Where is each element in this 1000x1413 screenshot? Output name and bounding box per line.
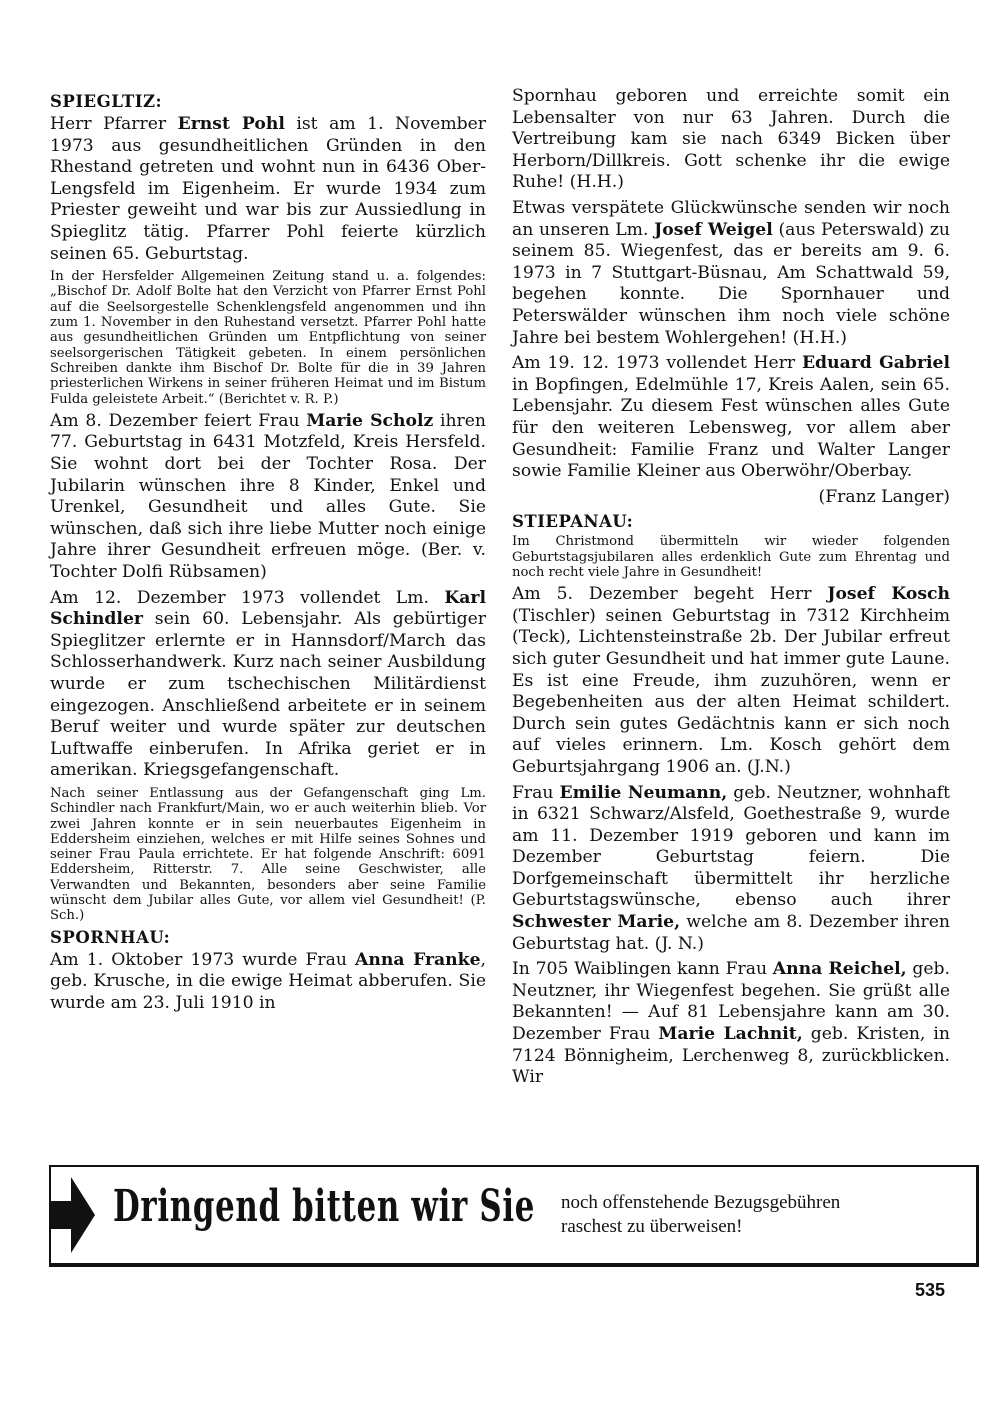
paragraph-text: ist am 1. November 1973 aus gesundheitlichen Gründen in den Rhestand getreten und wohnt nun in 6436 Ober-Lengsfeld im Eigenheim. Er wurde 1934 zum Priester geweiht und war bis zur Aussiedlung in Spieglitz tätig. Pfarrer Pohl feierte kürzlich seinen 65. Geburtstag. [50, 114, 487, 264]
banner-subtext [561, 1191, 840, 1239]
paragraph-text: Am 1. Oktober 1973 wurde Frau [50, 949, 356, 970]
article-paragraph [512, 959, 950, 1089]
author-signature: (Franz Langer) [818, 486, 950, 507]
paragraph-text: Spornhau geboren und erreichte somit ein Lebensalter von nur 63 Jahren. Durch die Vertreibung kam sie nach 6349 Bicken über Herborn/Dillkreis. Gott schenke ihr die ewige Ruhe! (H.H.) [512, 86, 950, 193]
paragraph-text: Am 8. Dezember feiert Frau [50, 410, 307, 431]
paragraph-text: in Bopfingen, Edelmühle 17, Kreis Aalen, sein 65. Lebensjahr. Zu diesem Fest wünschen alles Gute für den weiteren Lebensweg, vor allem aber Gesundheit: Familie Franz und Walter Langer sowie Familie Kleiner aus Oberwöhr/Oberbay. [512, 374, 950, 482]
article-paragraph [512, 198, 950, 349]
person-name: Marie Scholz [306, 410, 434, 431]
paragraph-text: Am 19. 12. 1973 vollendet Herr [512, 353, 802, 374]
payment-reminder-banner [49, 1165, 979, 1267]
right-column [512, 86, 950, 1093]
paragraph-text: Am 5. Dezember begeht Herr [512, 584, 828, 605]
article-paragraph [512, 584, 950, 778]
paragraph-text: geb. Neutzner, wohnhaft in 6321 Schwarz/Alsfeld, Goethestraße 9, wurde am 11. Dezember 1919 geboren und kann im Dezember Geburtstag feiern. Die Dorfgemeinschaft übermittelt ihr herzliche Geburtstagswünsche, ebenso auch ihrer [512, 782, 951, 911]
paragraph-text: Am 12. Dezember 1973 vollendet Lm. [50, 587, 445, 608]
paragraph-text: (Tischler) seinen Geburtstag in 7312 Kirchheim (Teck), Lichtensteinstraße 2b. Der Jubilar erfreut sich guter Gesundheit und hat immer gute Laune. Es ist eine Freude, ihm zuzuhören, wenn er Begebenheiten aus der alten Heimat schildert. Durch sein gutes Gedächtnis kann er sich noch auf vieles erinnern. Lm. Kosch gehört dem Geburtsjahrgang 1906 an. (J.N.) [512, 605, 950, 777]
paragraph-text: welche am 8. Dezember ihren Geburtstag hat. (J. N.) [512, 912, 950, 954]
article-paragraph [50, 411, 486, 584]
article-paragraph [512, 783, 950, 956]
article-note [50, 269, 486, 407]
article-paragraph [512, 353, 950, 483]
paragraph-text: ihren 77. Geburtstag in 6431 Motzfeld, Kreis Hersfeld. Sie wohnt dort bei der Tochter Rosa. Der Jubilarin wünschen ihre 8 Kinder, Enkel und Urenkel, Gesundheit und alles Gute. Sie wünschen, daß sich ihre liebe Mutter noch einige Jahre ihrer Gesundheit erfreuen möge. (Ber. v. Tochter Dolfi Rübsamen) [50, 410, 487, 582]
banner-headline: Dringend bitten wir Sie [113, 1181, 536, 1232]
banner-subtext-line: raschest zu überweisen! [561, 1216, 743, 1237]
section-heading: SPORNHAU: [50, 927, 171, 947]
person-name: Ernst Pohl [177, 114, 285, 134]
person-name: Anna Reichel, [772, 959, 907, 980]
article-paragraph [50, 950, 486, 1015]
paragraph-text: In 705 Waiblingen kann Frau [512, 959, 773, 980]
section-heading: STIEPANAU: [512, 512, 634, 532]
paragraph-text: Frau [512, 782, 560, 803]
page-number: 535 [915, 1280, 946, 1300]
article-note [50, 786, 486, 924]
person-name: Eduard Gabriel [801, 353, 950, 374]
person-name: Karl Schindler [50, 587, 486, 630]
person-name: Emilie Neumann, [559, 782, 728, 803]
person-name: Josef Weigel [654, 219, 773, 240]
paragraph-text: sein 60. Lebensjahr. Als gebürtiger Spieglitzer erlernte er in Hannsdorf/March das Schlosserhandwerk. Kurz nach seiner Ausbildung wurde er zum tschechischen Militärdienst eingezogen. Anschließend arbeitete er in seinem Beruf weiter und wurde später zur deutschen Luftwaffe einberufen. In Afrika geriet er in amerikan. Kriegsgefangenschaft. [50, 609, 486, 781]
paragraph-text: Herr Pfarrer [50, 114, 178, 134]
paragraph-text: geb. Neutzner, ihr Wiegenfest begehen. Sie grüßt alle Bekannten! — Auf 81 Lebensjahre kann am 30. Dezember Frau [512, 959, 951, 1045]
paragraph-text: Etwas verspätete Glückwünsche senden wir noch an unseren Lm. [512, 197, 950, 240]
paragraph-text: Nach seiner Entlassung aus der Gefangenschaft ging Lm. Schindler nach Frankfurt/Main, wo er auch weiterhin blieb. Vor zwei Jahren konnte er in sein neuerbautes Eigenheim in Eddersheim einziehen, welches er mit Hilfe seines Sohnes und seiner Frau Paula errichtete. Er hat folgende Anschrift: 6091 Eddersheim, Ritterstr. 7. Alle seine Geschwister, alle Verwandten und Bekannten, besonders aber seine Familie wünscht dem Jubilar alles Gute, vor allem viel Gesundheit! (P. Sch.) [50, 785, 486, 924]
person-name: Anna Franke [355, 949, 481, 970]
article-paragraph [50, 588, 486, 782]
paragraph-text: Im Christmond übermitteln wir wieder folgenden Geburtstagsjubilaren alles erdenklich Gute zum Ehrentag und noch recht viele Jahre in Gesundheit! [512, 534, 950, 580]
paragraph-text: In der Hersfelder Allgemeinen Zeitung stand u. a. folgendes: „Bischof Dr. Adolf Bolte hat den Verzicht von Pfarrer Ernst Pohl auf die Seelsorgestelle Schenklengsfeld angenommen und ihn zum 1. November in den Ruhestand versetzt. Pfarrer Pohl hatte aus gesundheitlichen Gründen um Entpflichtung von seiner seelsorgerischen Tätigkeit gebeten. In einem persönlichen Schreiben dankte ihm Bischof Dr. Bolte für die in 39 Jahren priesterlichen Wirkens in seiner früheren Heimat und im Bistum Fulda geleistete Arbeit.“ (Berichtet v. R. P.) [50, 269, 486, 407]
person-name: Schwester Marie, [512, 912, 681, 933]
person-name: Josef Kosch [827, 584, 950, 605]
arrow-right-icon [49, 1175, 97, 1255]
paragraph-text: geb. Kristen, in 7124 Bönnigheim, Lerchenweg 8, zurückblicken. Wir [512, 1024, 950, 1088]
section-heading: SPIEGLTIZ: [50, 92, 163, 111]
article-note [512, 534, 950, 580]
person-name: Marie Lachnit, [658, 1024, 803, 1045]
paragraph-text: (aus Peterswald) zu seinem 85. Wiegenfest, das er bereits am 9. 6. 1973 in 7 Stuttgart-Büsnau, Am Schattwald 59, begehen konnte. Die Spornhauer und Peterswälder wünschen ihm noch viele schöne Jahre bei bestem Wohlergehen! (H.H.) [512, 219, 950, 348]
article-paragraph [50, 114, 486, 265]
banner-subtext-line: noch offenstehende Bezugsgebühren [561, 1192, 841, 1213]
left-column [50, 88, 486, 1018]
paragraph-text: , geb. Krusche, in die ewige Heimat abberufen. Sie wurde am 23. Juli 1910 in [50, 949, 486, 1013]
article-paragraph [512, 86, 950, 194]
